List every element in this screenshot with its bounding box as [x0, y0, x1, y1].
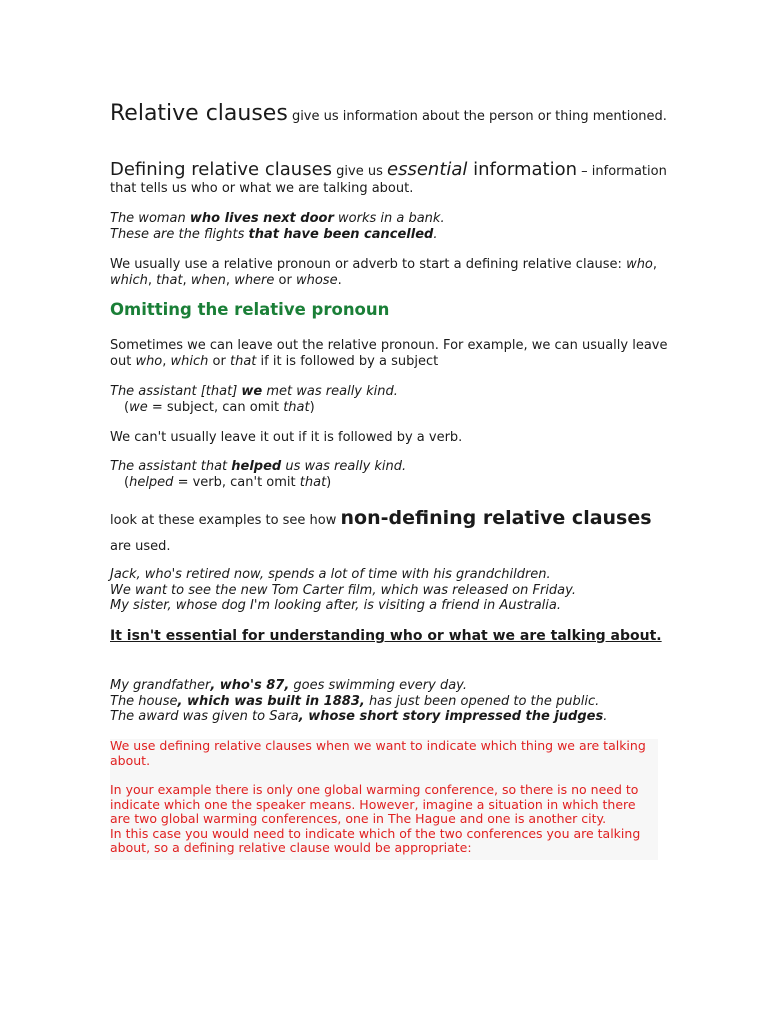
example-line	[110, 459, 670, 475]
example-text: goes swimming every day.	[289, 678, 467, 693]
essential-word: essential	[387, 159, 468, 180]
example-line	[110, 211, 670, 227]
pronoun-word: whose	[295, 272, 338, 288]
example-line	[110, 384, 670, 400]
example-note	[110, 400, 670, 416]
example-line	[110, 227, 670, 243]
pronoun-word: that	[156, 272, 183, 288]
leaveout-text: or	[208, 353, 230, 369]
example-line	[110, 678, 670, 694]
example-text: .	[603, 709, 608, 724]
pronoun-word: which	[110, 272, 148, 288]
paren: (	[124, 399, 130, 415]
example-emphasis: , which was built in 1883,	[177, 693, 365, 709]
verb-text: We can't usually leave it out if it is followed by a verb.	[110, 430, 463, 445]
defining-pre: give us	[332, 164, 387, 179]
omitting-heading: Omitting the relative pronoun	[110, 300, 390, 319]
separator: ,	[652, 257, 658, 272]
leaveout-text: if it is followed by a subject	[256, 353, 439, 369]
separator: ,	[182, 272, 191, 288]
separator: ,	[225, 272, 235, 288]
note-paragraph: In this case you would need to indicate which of the two conferences you are talking about, so a defining relative clause would be appropriate:	[110, 825, 641, 855]
nondefining-examples	[110, 567, 670, 614]
usage-text: We usually use a relative pronoun or adverb to start a defining relative clause:	[110, 257, 627, 272]
pronoun-word: who	[626, 257, 653, 272]
example-note	[110, 475, 670, 491]
paren: (	[124, 474, 130, 490]
subject-example	[110, 384, 670, 415]
pronoun-word: where	[234, 272, 275, 288]
separator: or	[274, 272, 296, 288]
note-word: helped	[129, 474, 174, 490]
verb-paragraph	[110, 430, 670, 446]
example-line: Jack, who's retired now, spends a lot of time with his grandchildren.	[110, 567, 551, 582]
omitting-section	[110, 302, 670, 318]
verb-example	[110, 459, 670, 490]
example-text: met was really kind.	[262, 384, 398, 399]
note-paragraph: We use defining relative clauses when we want to indicate which thing we are talking about.	[110, 738, 646, 768]
pronoun-word: that	[229, 353, 257, 369]
relative-clauses-heading: Relative clauses	[110, 101, 288, 126]
example-emphasis: that have been cancelled	[248, 226, 434, 242]
example-text: has just been opened to the public.	[364, 693, 600, 709]
example-text: us was really kind.	[281, 459, 407, 474]
note-word: that	[299, 474, 327, 490]
answer-note-box	[110, 739, 658, 860]
paren: )	[326, 474, 332, 490]
pronoun-word: who	[135, 353, 163, 369]
separator: ,	[147, 272, 157, 288]
nondefining-post: are used.	[110, 539, 171, 554]
example-text: My grandfather	[110, 678, 211, 693]
example-text: The assistant that	[110, 459, 232, 474]
example-emphasis: who lives next door	[189, 211, 334, 226]
example-text: The assistant [that]	[110, 384, 242, 399]
usage-paragraph	[110, 257, 670, 288]
defining-heading: Defining relative clauses	[110, 159, 333, 180]
leaveout-text: Sometimes we can leave out the relative pronoun. For example, we can usually leave out	[110, 338, 668, 369]
example-line: My sister, whose dog I'm looking after, is visiting a friend in Australia.	[110, 598, 561, 613]
nondefining-paragraph	[110, 505, 670, 560]
example-text: The award was given to Sara	[110, 709, 299, 724]
example-emphasis: , who's 87,	[210, 678, 290, 693]
note-text: = verb, can't omit	[173, 474, 300, 490]
example-text: These are the flights	[110, 226, 249, 242]
nondefining-heading: non-defining relative clauses	[340, 507, 652, 529]
nondefining-pre: look at these examples to see how	[110, 513, 341, 528]
separator: .	[337, 272, 342, 288]
information-word: information	[467, 159, 578, 180]
paren: )	[309, 399, 315, 415]
pronoun-word: when	[190, 272, 226, 288]
example-emphasis: helped	[231, 459, 282, 474]
pronoun-word: which	[170, 353, 209, 369]
essential-note-text: It isn't essential for understanding who or what we are talking about.	[110, 628, 662, 644]
defining-paragraph	[110, 159, 670, 197]
defining-examples	[110, 211, 670, 242]
example-line	[110, 694, 670, 710]
defining-text: – information that tells us who or what we are talking about.	[110, 164, 667, 196]
example-text: The woman	[110, 211, 190, 226]
example-text: works in a bank.	[333, 211, 445, 226]
intro-text: give us information about the person or thing mentioned.	[287, 109, 667, 124]
note-word: that	[283, 399, 310, 415]
essential-note	[110, 628, 670, 646]
leaveout-paragraph	[110, 338, 670, 369]
note-text: = subject, can omit	[147, 399, 284, 415]
note-paragraph: In your example there is only one global warming conference, so there is no need to indicate which one the speaker means. However, imagine a situation in which there are two global warming conferences, one in The Hague and one is another city.	[110, 782, 639, 826]
note-word: we	[129, 399, 148, 415]
example-emphasis: , whose short story impressed the judges	[298, 709, 604, 724]
example-text: .	[433, 226, 438, 242]
example-emphasis: we	[241, 384, 263, 399]
example-line: We want to see the new Tom Carter film, which was released on Friday.	[110, 582, 576, 598]
example-text: The house	[110, 693, 178, 709]
leaveout-text: ,	[162, 353, 171, 369]
intro-paragraph	[110, 101, 670, 127]
example-line	[110, 709, 670, 725]
comma-examples	[110, 678, 670, 725]
